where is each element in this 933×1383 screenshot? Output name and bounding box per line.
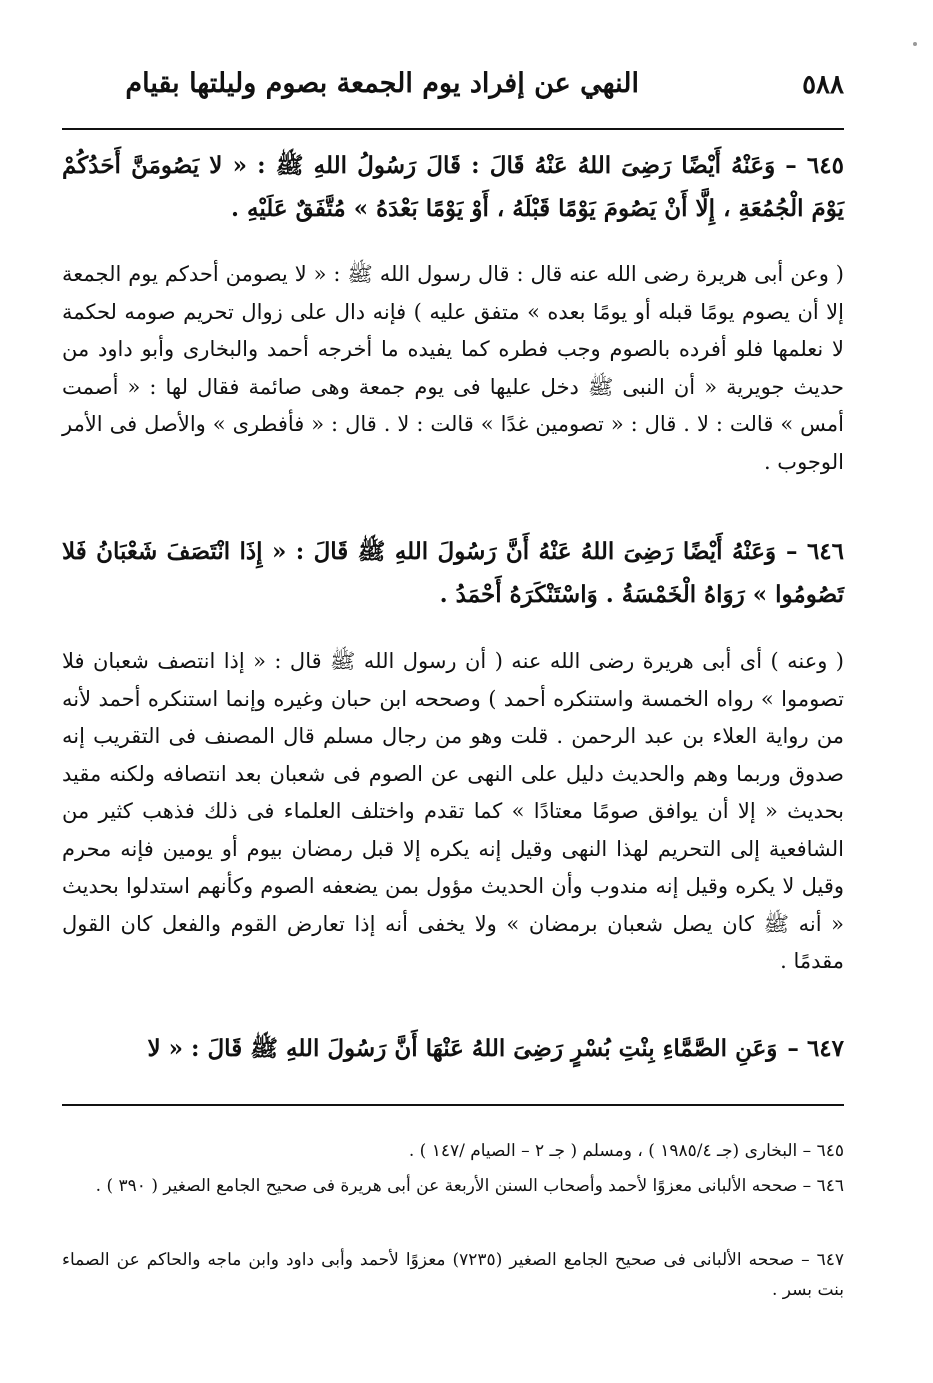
page-number: ٥٨٨: [802, 70, 844, 100]
hadith-text: وَعَنِ الصَّمَّاءِ بِنْتِ بُسْرٍ رَضِىَ اللهُ عَنْهَا أَنَّ رَسُولَ اللهِ ﷺ قَالَ : « لا: [147, 1035, 778, 1062]
hadith-646: [62, 530, 844, 616]
hadith-number: ٦٤٥ –: [785, 152, 844, 179]
hadith-text: وَعَنْهُ أَيْضًا رَضِىَ اللهُ عَنْهُ أَنَّ رَسُولَ اللهِ ﷺ قَالَ : « إِذَا انْتَصَفَ شَعْبَانُ فَلا تَصُومُوا » رَوَاهُ الْخَمْسَةُ . وَاسْتَنْكَرَهُ أَحْمَدُ .: [62, 538, 844, 608]
running-title: النهي عن إفراد يوم الجمعة بصوم وليلتها بقيام: [125, 68, 639, 99]
commentary-645: ( وعن أبى هريرة رضى الله عنه قال : قال رسول الله ﷺ : « لا يصومن أحدكم يوم الجمعة إلا أن يصوم يومًا قبله أو يومًا بعده » متفق عليه ) فإنه دال على زوال تحريم صومه لحكمة لا نعلمها فلو أفرده بالصوم وجب فطره كما يفيده ما أخرجه أحمد والبخارى وأبو داود من حديث جويرية « أن النبى ﷺ دخل عليها فى يوم جمعة وهى صائمة فقال لها : « أصمت أمس » قالت : لا . قال : « تصومين غدًا » قالت : لا . قال : « فأفطرى » والأصل فى الأمر الوجوب .: [62, 262, 844, 474]
hadith-645: [62, 144, 844, 230]
scan-speck: [913, 42, 917, 46]
page-header: [62, 64, 844, 114]
footnote-646: ٦٤٦ – صححه الألبانى معزوًا لأحمد وأصحاب السنن الأربعة عن أبى هريرة فى صحيح الجامع الصغير ( ٣٩٠ ) .: [95, 1176, 844, 1196]
footnote-645: ٦٤٥ – البخارى (جـ ١٩٨٥/٤ ) ، ومسلم ( جـ ٢ – الصيام /١٤٧ ) .: [408, 1141, 844, 1161]
hadith-number: ٦٤٧ –: [787, 1035, 844, 1062]
commentary-646: ( وعنه ) أى أبى هريرة رضى الله عنه ( أن رسول الله ﷺ قال : « إذا انتصف شعبان فلا تصوموا » رواه الخمسة واستنكره أحمد ) وصححه ابن حبان وغيره وإنما استنكره أحمد لأنه من رواية العلاء بن عبد الرحمن . قلت وهو من رجال مسلم قال المصنف فى التقريب إنه صدوق وربما وهم والحديث دليل على النهى عن الصوم فى شعبان بعد انتصافه ولكنه مقيد بحديث « إلا أن يوافق صومًا معتادًا » كما تقدم واختلف العلماء فى ذلك فذهب كثير من الشافعية إلى التحريم لهذا النهى وقيل إنه يكره إلا قبل رمضان بيوم أو يومين فإنه محرم وقيل لا يكره وقيل إنه مندوب وأن الحديث مؤول بمن يضعفه الصوم وكأنهم استدلوا بحديث « أنه ﷺ كان يصل شعبان برمضان » ولا يخفى أنه إذا تعارض القوم والفعل كان القول مقدمًا .: [62, 649, 844, 973]
hadith-number: ٦٤٦ –: [786, 538, 844, 565]
header-rule: [62, 128, 844, 130]
footnote-647: ٦٤٧ – صححه الألبانى فى صحيح الجامع الصغير (٧٢٣٥) معزوًا لأحمد وأبى داود وابن ماجه والحاكم عن الصماء بنت بسر .: [62, 1250, 845, 1300]
hadith-647: [62, 1027, 844, 1070]
footnote-rule: [62, 1104, 844, 1106]
hadith-text: وَعَنْهُ أَيْضًا رَضِىَ اللهُ عَنْهُ قَالَ : قَالَ رَسُولُ اللهِ ﷺ : « لا يَصُومَنَّ أَحَدُكُمْ يَوْمَ الْجُمُعَةِ ، إِلَّا أَنْ يَصُومَ يَوْمًا قَبْلَهُ ، أَوْ يَوْمًا بَعْدَهُ » مُتَّفَقٌ عَلَيْهِ .: [62, 152, 844, 222]
